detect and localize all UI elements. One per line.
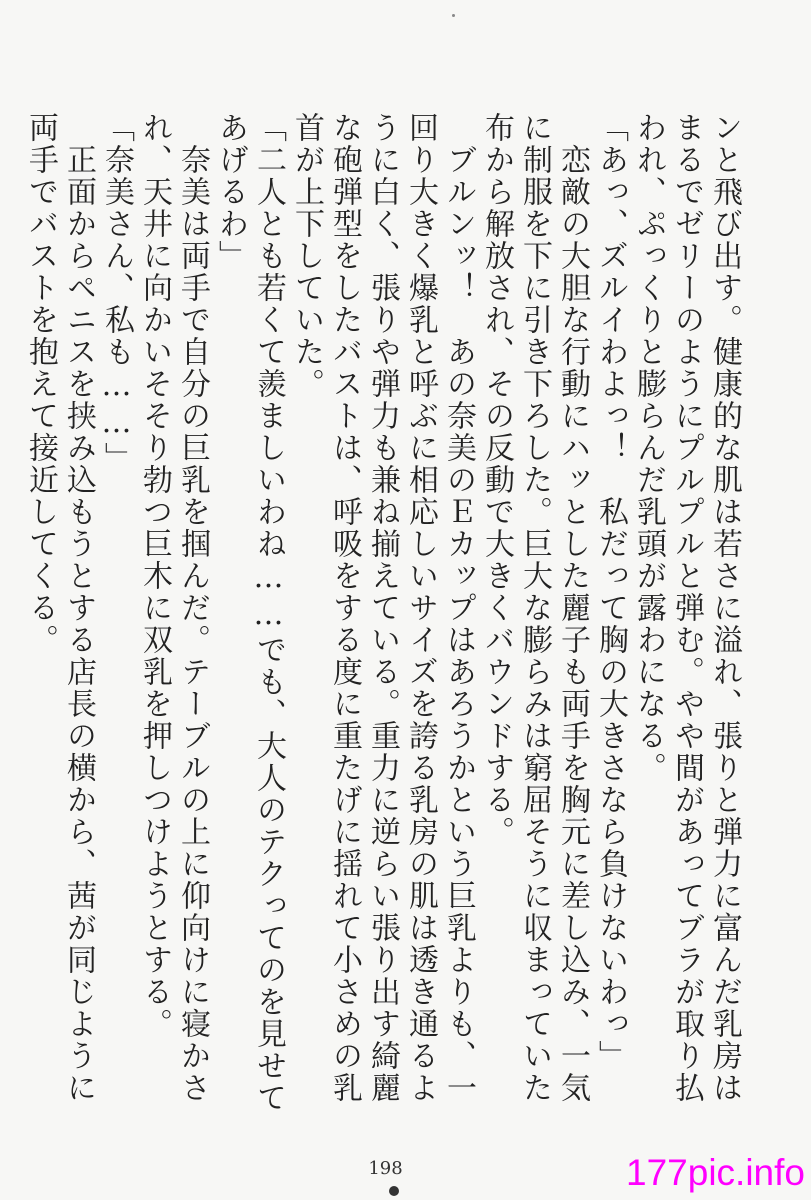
paragraph-2: 「あっ、ズルイわよっ！ 私だって胸の大きさなら負けないわっ」 (593, 112, 628, 1072)
paragraph-5: 「二人とも若くて羨ましいわね……でも、大人のテクってのを見せてあげるわ」 (213, 112, 286, 1114)
paragraph-4: ブルンッ！ あの奈美のＥカップはあろうかという巨乳よりも、一回り大きく爆乳と呼ぶに相応しいサイズを誇る乳房の肌は透き通るように白く、張りや弾力も兼ね揃えている。重力に逆らい張り出す綺麗な砲弾型をしたバストは、呼吸をする度に重たげに揺れて小さめの乳首が上下していた。 (289, 112, 476, 1104)
paragraph-3: 恋敵の大胆な行動にハッとした麗子も両手を胸元に差し込み、一気に制服を下に引き下ろした。巨大な膨らみは窮屈そうに収まっていた布から解放され、その反動で大きくバウンドする。 (479, 112, 590, 1104)
paragraph-7: 「奈美さん、私も……」 (99, 112, 134, 474)
paragraph-6: 奈美は両手で自分の巨乳を掴んだ。テーブルの上に仰向けに寝かされ、天井に向かいそそり勃つ巨木に双乳を押しつけようとする。 (137, 112, 210, 1104)
paragraph-1: ンと飛び出す。健康的な肌は若さに溢れ、張りと弾力に富んだ乳房はまるでゼリーのようにプルプルと弾む。やや間があってブラが取り払われ、ぷっくりと膨らんだ乳頭が露わになる。 (631, 112, 742, 1104)
paragraph-8: 正面からペニスを挟み込もうとする店長の横から、茜が同じように両手でバストを抱えて接近してくる。 (23, 112, 96, 1104)
vertical-text-body (21, 112, 743, 1117)
watermark-text: 177pic.info (626, 1152, 805, 1193)
paper-speck (452, 14, 455, 17)
page-number: 198 (368, 1158, 403, 1179)
page-dot-marker (389, 1186, 399, 1196)
